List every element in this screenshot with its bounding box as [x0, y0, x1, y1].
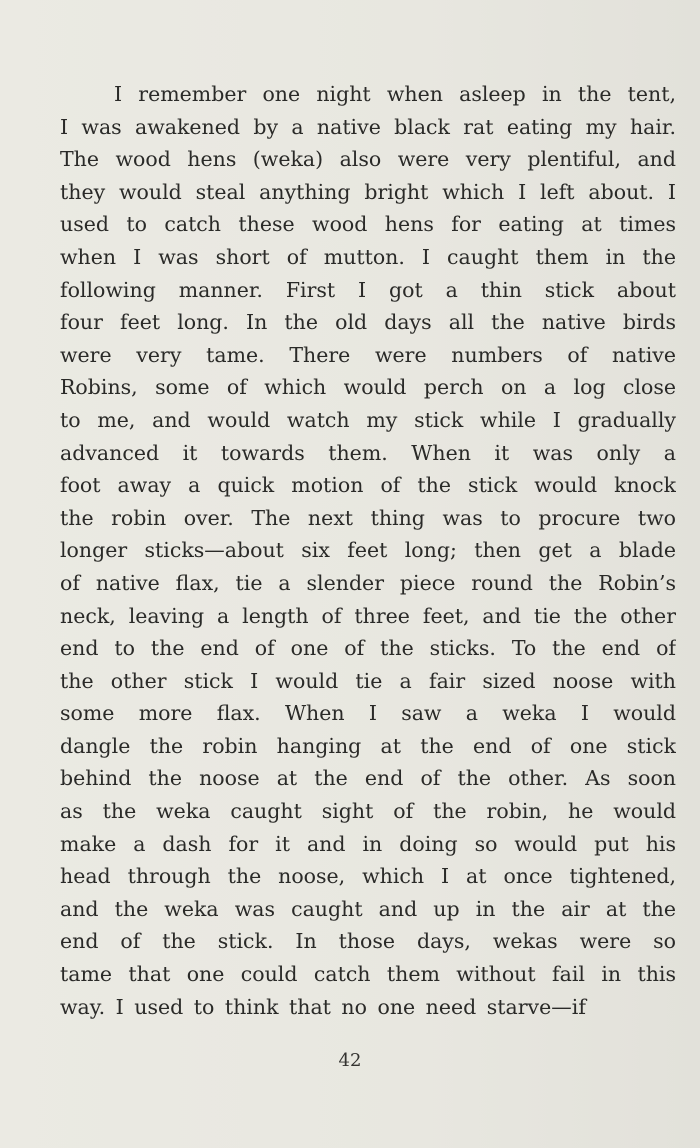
text-line: the other stick I would tie a fair sized noose with	[60, 668, 676, 693]
text-line: of native flax, tie a slender piece round the Robin’s	[60, 570, 676, 595]
text-line: four feet long. In the old days all the native birds	[60, 310, 676, 335]
text-line: longer sticks—about six feet long; then get a blade	[60, 538, 676, 563]
text-line: neck, leaving a length of three feet, and tie the other	[60, 603, 676, 628]
text-line: used to catch these wood hens for eating at times	[60, 212, 676, 237]
text-line: I was awakened by a native black rat eating my hair.	[60, 114, 676, 139]
text-line: make a dash for it and in doing so would put his	[60, 831, 676, 856]
text-line: they would steal anything bright which I left about. I	[60, 179, 676, 204]
body-text	[60, 78, 676, 1023]
text-line: I remember one night when asleep in the tent,	[114, 82, 676, 106]
text-line: to me, and would watch my stick while I gradually	[60, 407, 676, 432]
text-line: end of the stick. In those days, wekas were so	[60, 929, 676, 954]
text-line: foot away a quick motion of the stick would knock	[60, 473, 676, 498]
text-line: following manner. First I got a thin stick about	[60, 277, 676, 302]
text-line: behind the noose at the end of the other. As soon	[60, 766, 676, 791]
text-line: and the weka was caught and up in the air at the	[60, 896, 676, 921]
text-line: as the weka caught sight of the robin, he would	[60, 799, 676, 824]
text-line: dangle the robin hanging at the end of one stick	[60, 733, 676, 758]
text-line: advanced it towards them. When it was only a	[60, 440, 676, 465]
text-line: the robin over. The next thing was to procure two	[60, 505, 676, 530]
text-line: some more flax. When I saw a weka I would	[60, 701, 676, 726]
text-line: way. I used to think that no one need starve—if	[60, 994, 586, 1019]
text-line: when I was short of mutton. I caught them in the	[60, 244, 676, 269]
text-line: end to the end of one of the sticks. To the end of	[60, 636, 676, 661]
text-line: tame that one could catch them without fail in this	[60, 962, 676, 987]
text-line: head through the noose, which I at once tightened,	[60, 864, 676, 889]
page-number: 42	[338, 1050, 362, 1071]
text-line: Robins, some of which would perch on a log close	[60, 375, 676, 400]
text-line: The wood hens (weka) also were very plentiful, and	[60, 147, 676, 172]
text-line: were very tame. There were numbers of native	[60, 342, 676, 367]
